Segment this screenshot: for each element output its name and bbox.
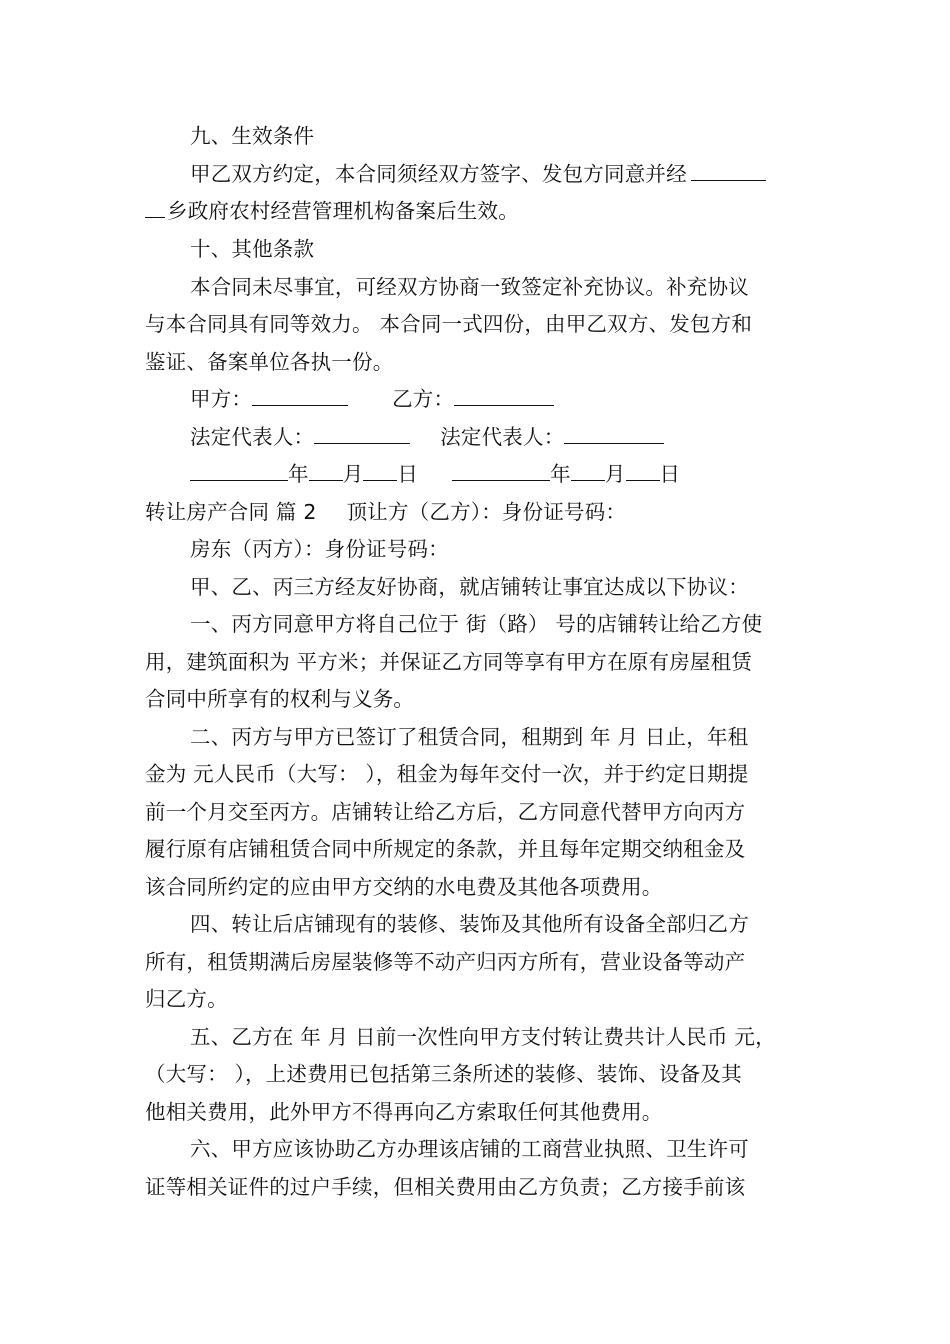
blank-line — [309, 464, 343, 481]
paragraph-line: 归乙方。 — [145, 987, 228, 1011]
paragraph-line: 该合同所约定的应由甲方交纳的水电费及其他各项费用。 — [145, 875, 663, 899]
blank-line — [314, 427, 410, 444]
paragraph-line: 合同中所享有的权利与义务。 — [145, 687, 415, 711]
paragraph-line: 证等相关证件的过户手续，但相关费用由乙方负责；乙方接手前该 — [145, 1175, 746, 1199]
blank-line — [145, 201, 165, 218]
clause-2: 二、丙方与甲方已签订了租赁合同，租期到 年 月 日止，年租 — [190, 725, 749, 749]
signature-party-line — [190, 389, 554, 410]
paragraph-line: 甲乙双方约定，本合同须经双方签字、发包方同意并经 — [190, 164, 766, 185]
clause-5: 五、乙方在 年 月 日前一次性向甲方支付转让费共计人民币 元， — [190, 1025, 776, 1049]
paragraph-line: 乡政府农村经营管理机构备案后生效。 — [145, 201, 519, 222]
signature-date-line: 年 月 日 年 月 日 — [190, 464, 680, 485]
paragraph-line: 所有，租赁期满后房屋装修等不动产归丙方所有，营业设备等动产 — [145, 950, 746, 974]
paragraph-line: （大写： ），上述费用已包括第三条所述的装修、装饰、设备及其 — [145, 1062, 742, 1086]
section-heading-9: 九、生效条件 — [190, 124, 315, 148]
paragraph-line: 他相关费用，此外甲方不得再向乙方索取任何其他费用。 — [145, 1100, 663, 1124]
contract-title-line: 转让房产合同 篇 2 顶让方（乙方）：身份证号码： — [145, 500, 627, 524]
blank-line — [452, 464, 550, 481]
clause-4: 四、转让后店铺现有的装修、装饰及其他所有设备全部归乙方 — [190, 912, 749, 936]
blank-line — [454, 389, 554, 406]
blank-line — [691, 164, 766, 181]
paragraph-line: 本合同未尽事宜，可经双方协商一致签定补充协议。补充协议 — [190, 275, 749, 299]
paragraph-line: 履行原有店铺租赁合同中所规定的条款，并且每年定期交纳租金及 — [145, 837, 746, 861]
paragraph-line: 金为 元人民币（大写： ），租金为每年交付一次，并于约定日期提 — [145, 762, 749, 786]
blank-line — [626, 464, 660, 481]
paragraph-line: 用，建筑面积为 平方米；并保证乙方同等享有甲方在原有房屋租赁 — [145, 650, 753, 674]
blank-line — [190, 464, 288, 481]
paragraph-line: 前一个月交至丙方。店铺转让给乙方后，乙方同意代替甲方向丙方 — [145, 800, 746, 824]
signature-representative-line: 法定代表人： 法定代表人： — [190, 427, 664, 448]
blank-line — [564, 427, 664, 444]
paragraph-line: 房东（丙方）：身份证号码： — [190, 537, 449, 561]
paragraph-line: 鉴证、备案单位各执一份。 — [145, 350, 394, 374]
blank-line — [571, 464, 605, 481]
clause-1: 一、丙方同意甲方将自己位于 街（路） 号的店铺转让给乙方使 — [190, 612, 763, 636]
section-heading-10: 十、其他条款 — [190, 237, 315, 261]
party-a-label: 甲方： — [190, 387, 253, 411]
clause-6: 六、甲方应该协助乙方办理该店铺的工商营业执照、卫生许可 — [190, 1137, 749, 1161]
contract-title: 转让房产合同 篇 2 — [145, 500, 317, 524]
blank-line — [252, 389, 348, 406]
party-b-label: 乙方： — [392, 387, 455, 411]
paragraph-line: 甲、乙、丙三方经友好协商，就店铺转让事宜达成以下协议： — [190, 575, 749, 599]
paragraph-line: 与本合同具有同等效力。 本合同一式四份，由甲乙双方、发包方和 — [145, 312, 753, 336]
blank-line — [363, 464, 397, 481]
